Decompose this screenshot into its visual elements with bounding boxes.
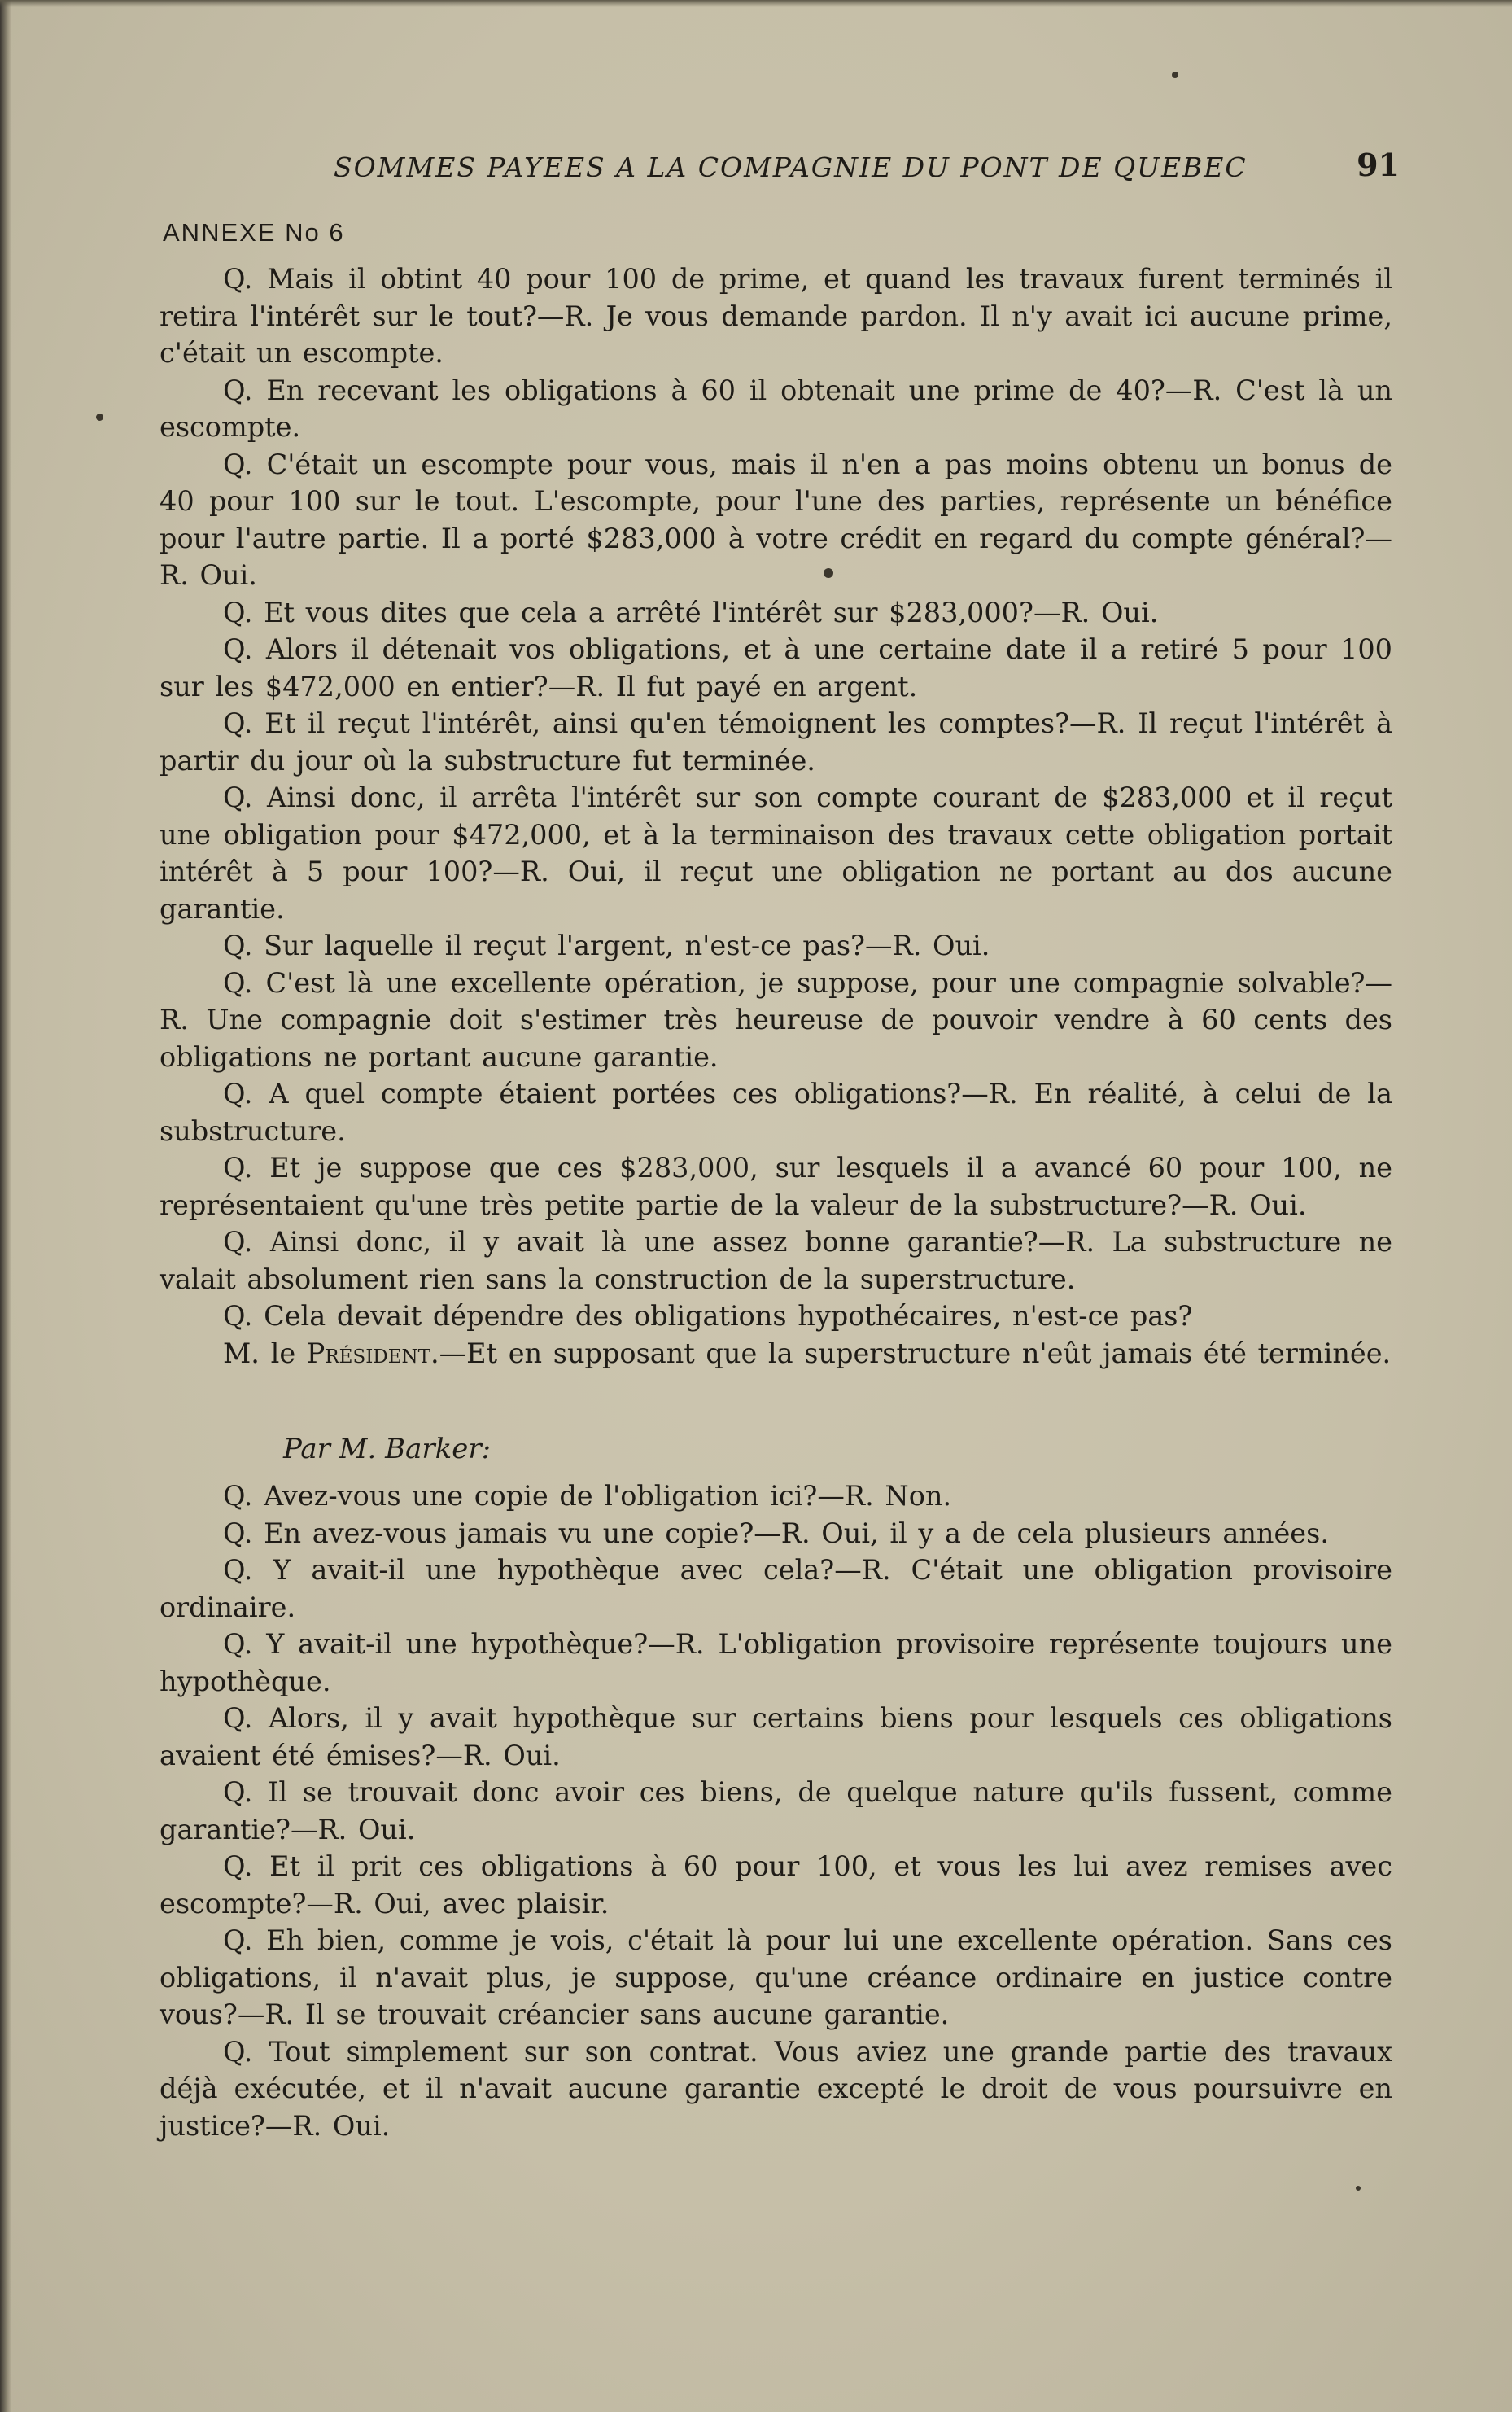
testimony-paragraph: Q. Et il prit ces obligations à 60 pour 100, et vous les lui avez remises avec escompte?—R. Oui, avec plaisir. — [160, 1850, 1392, 1920]
running-title: SOMMES PAYEES A LA COMPAGNIE DU PONT DE QUEBEC — [334, 151, 1248, 183]
page-binding-edge — [0, 0, 11, 2412]
testimony-paragraph: Q. Et vous dites que cela a arrêté l'intérêt sur $283,000?—R. Oui. — [223, 596, 1159, 628]
page-top-edge — [0, 0, 1512, 7]
testimony-paragraph: Q. Sur laquelle il reçut l'argent, n'est-ce pas?—R. Oui. — [223, 930, 990, 961]
speaker-label: Président — [306, 1337, 430, 1369]
testimony-paragraph: Q. Alors, il y avait hypothèque sur certains biens pour lesquels ces obligations avaient été émises?—R. Oui. — [160, 1702, 1392, 1771]
testimony-paragraph: Q. Cela devait dépendre des obligations hypothécaires, n'est-ce pas? — [223, 1300, 1193, 1332]
ink-speck — [824, 568, 833, 578]
testimony-paragraph: Q. En avez-vous jamais vu une copie?—R. Oui, il y a de cela plusieurs années. — [223, 1517, 1329, 1549]
testimony-paragraph: Q. Mais il obtint 40 pour 100 de prime, et quand les travaux furent terminés il retira l'intérêt sur le tout?—R. Je vous demande pardon. Il n'y avait ici aucune prime, c'était un escompte. — [160, 263, 1392, 369]
testimony-paragraph: Q. Ainsi donc, il y avait là une assez bonne garantie?—R. La substructure ne valait absolument rien sans la construction de la superstructure. — [160, 1226, 1392, 1295]
running-header — [163, 147, 1400, 195]
speaker-prefix: M. le — [223, 1337, 296, 1369]
testimony-block-top — [160, 260, 1392, 1372]
testimony-paragraph: Q. Ainsi donc, il arrêta l'intérêt sur son compte courant de $283,000 et il reçut une obligation pour $472,000, et à la terminaison des travaux cette obligation portait intérêt à 5 pour 100?—R. Oui, il reçut une obligation ne portant au dos aucune garantie. — [160, 781, 1392, 925]
testimony-paragraph: Q. Eh bien, comme je vois, c'était là pour lui une excellente opération. Sans ces obligations, il n'avait plus, je suppose, qu'une créance ordinaire en justice contre vous?—R. Il se trouvait créancier sans aucune garantie. — [160, 1924, 1392, 2030]
testimony-paragraph: Q. C'était un escompte pour vous, mais il n'en a pas moins obtenu un bonus de 40 pour 100 sur le tout. L'escompte, pour l'une des parties, représente un bénéfice pour l'autre partie. Il a porté $283,000 à votre crédit en regard du compte général?—R. Oui. — [160, 448, 1392, 591]
president-paragraph — [160, 1335, 1392, 1372]
ink-speck — [1356, 2186, 1361, 2191]
testimony-paragraph: Q. Y avait-il une hypothèque?—R. L'obligation provisoire représente toujours une hypothèque. — [160, 1628, 1392, 1697]
ink-speck — [96, 414, 103, 421]
ink-speck — [1172, 72, 1178, 78]
testimony-paragraph: Q. Tout simplement sur son contrat. Vous aviez une grande partie des travaux déjà exécutée, et il n'avait aucune garantie excepté le droit de vous poursuivre en justice?—R. Oui. — [160, 2035, 1392, 2142]
testimony-paragraph: Q. C'est là une excellente opération, je suppose, pour une compagnie solvable?—R. Une compagnie doit s'estimer très heureuse de pouvoir vendre à 60 cents des obligations ne portant aucune garantie. — [160, 966, 1392, 1073]
testimony-paragraph: Q. A quel compte étaient portées ces obligations?—R. En réalité, à celui de la substructure. — [160, 1078, 1392, 1147]
testimony-block-bottom — [160, 1477, 1392, 2144]
testimony-paragraph: Q. Alors il détenait vos obligations, et à une certaine date il a retiré 5 pour 100 sur les $472,000 en entier?—R. Il fut payé en argent. — [160, 633, 1392, 703]
testimony-paragraph: Q. Avez-vous une copie de l'obligation ici?—R. Non. — [223, 1480, 952, 1512]
testimony-paragraph: Q. Et il reçut l'intérêt, ainsi qu'en témoignent les comptes?—R. Il reçut l'intérêt à partir du jour où la substructure fut terminée. — [160, 707, 1392, 777]
president-statement: .—Et en supposant que la superstructure n'eût jamais été terminée. — [430, 1337, 1392, 1369]
testimony-paragraph: Q. Et je suppose que ces $283,000, sur lesquels il a avancé 60 pour 100, ne représentaient qu'une très petite partie de la valeur de la substructure?—R. Oui. — [160, 1152, 1392, 1221]
annex-label: ANNEXE No 6 — [163, 218, 345, 247]
section-heading: Par M. Barker: — [283, 1433, 492, 1465]
testimony-paragraph: Q. En recevant les obligations à 60 il obtenait une prime de 40?—R. C'est là un escompte. — [160, 374, 1392, 443]
testimony-paragraph: Q. Il se trouvait donc avoir ces biens, de quelque nature qu'ils fussent, comme garantie?—R. Oui. — [160, 1776, 1392, 1845]
page-number: 91 — [1357, 147, 1400, 183]
testimony-paragraph: Q. Y avait-il une hypothèque avec cela?—R. C'était une obligation provisoire ordinaire. — [160, 1554, 1392, 1623]
